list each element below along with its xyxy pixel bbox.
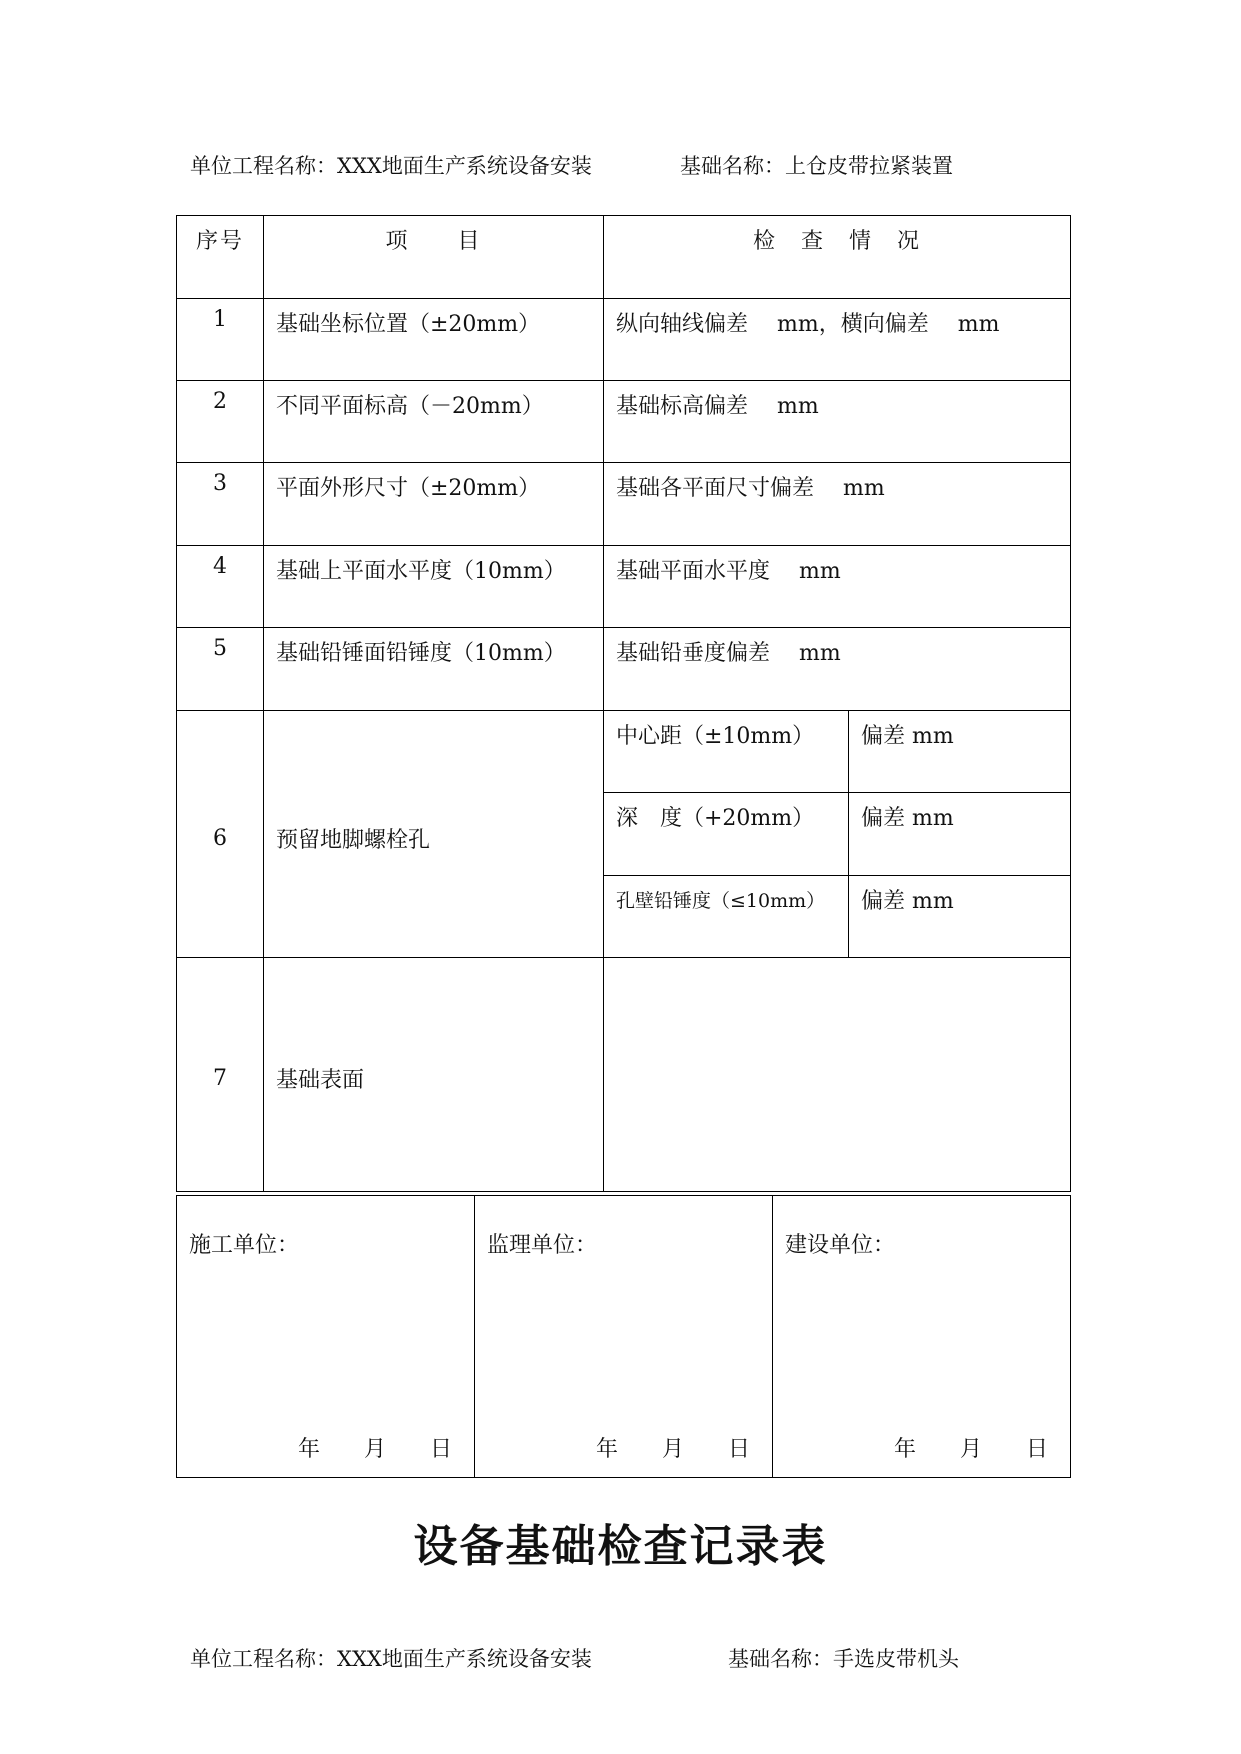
row-check: 基础标高偏差 mm [604,381,1071,463]
signature-label: 监理单位： [487,1233,598,1258]
sub-check-value: 偏差 mm [849,711,1071,793]
inspection-table [176,215,1071,1192]
row-item: 预留地脚螺栓孔 [264,711,604,958]
foundation-name-label: 基础名称： [728,1647,833,1671]
project-name-value: XXX地面生产系统设备安装 [337,1647,592,1671]
row-number: 7 [177,958,264,1192]
page-title: 设备基础检查记录表 [413,1521,828,1572]
col-header-check: 检 查 情 况 [604,216,1071,299]
table-row [177,546,1071,628]
sub-check-label: 孔壁铅锤度（≤10mm） [604,876,849,958]
row-check: 基础铅垂度偏差 mm [604,628,1071,711]
row-check: 纵向轴线偏差 mm，横向偏差 mm [604,299,1071,381]
project-name-value: XXX地面生产系统设备安装 [337,154,592,178]
row-number: 6 [177,711,264,958]
signature-table [176,1195,1071,1478]
sub-check-label: 中心距（±10mm） [604,711,849,793]
row-check: 基础平面水平度 mm [604,546,1071,628]
row-number: 3 [177,463,264,546]
form1-header [190,150,592,180]
row-number: 5 [177,628,264,711]
form1-foundation [680,150,953,180]
row-number: 1 [177,299,264,381]
signature-date: 年 月 日 [893,1437,1048,1462]
table-row [177,299,1071,381]
row-number: 4 [177,546,264,628]
form2-header [190,1643,592,1673]
signature-date: 年 月 日 [595,1437,750,1462]
table-row [177,381,1071,463]
signature-date: 年 月 日 [297,1437,452,1462]
table-row [177,958,1071,1192]
signature-cell-construction [177,1196,475,1478]
table-row [177,463,1071,546]
row-check [604,958,1071,1192]
signature-cell-supervision [475,1196,773,1478]
signature-cell-owner [773,1196,1071,1478]
row-item: 基础铅锤面铅锤度（10mm） [264,628,604,711]
col-header-item: 项 目 [264,216,604,299]
signature-label: 建设单位： [785,1233,896,1258]
sub-check-label: 深 度（+20mm） [604,793,849,876]
row-item: 基础上平面水平度（10mm） [264,546,604,628]
row-item: 基础坐标位置（±20mm） [264,299,604,381]
row-item: 不同平面标高（－20mm） [264,381,604,463]
project-name-label: 单位工程名称： [190,1647,337,1671]
table-row [177,628,1071,711]
foundation-name-value: 上仓皮带拉紧装置 [785,154,953,178]
sub-check-value: 偏差 mm [849,793,1071,876]
col-header-no: 序号 [177,216,264,299]
row-item: 平面外形尺寸（±20mm） [264,463,604,546]
row-item: 基础表面 [264,958,604,1192]
signature-label: 施工单位： [189,1233,300,1258]
row-number: 2 [177,381,264,463]
sub-check-value: 偏差 mm [849,876,1071,958]
foundation-name-label: 基础名称： [680,154,785,178]
form2-foundation [728,1643,959,1673]
foundation-name-value: 手选皮带机头 [833,1647,959,1671]
project-name-label: 单位工程名称： [190,154,337,178]
row-check: 基础各平面尺寸偏差 mm [604,463,1071,546]
table-header-row [177,216,1071,299]
table-row [177,711,1071,793]
